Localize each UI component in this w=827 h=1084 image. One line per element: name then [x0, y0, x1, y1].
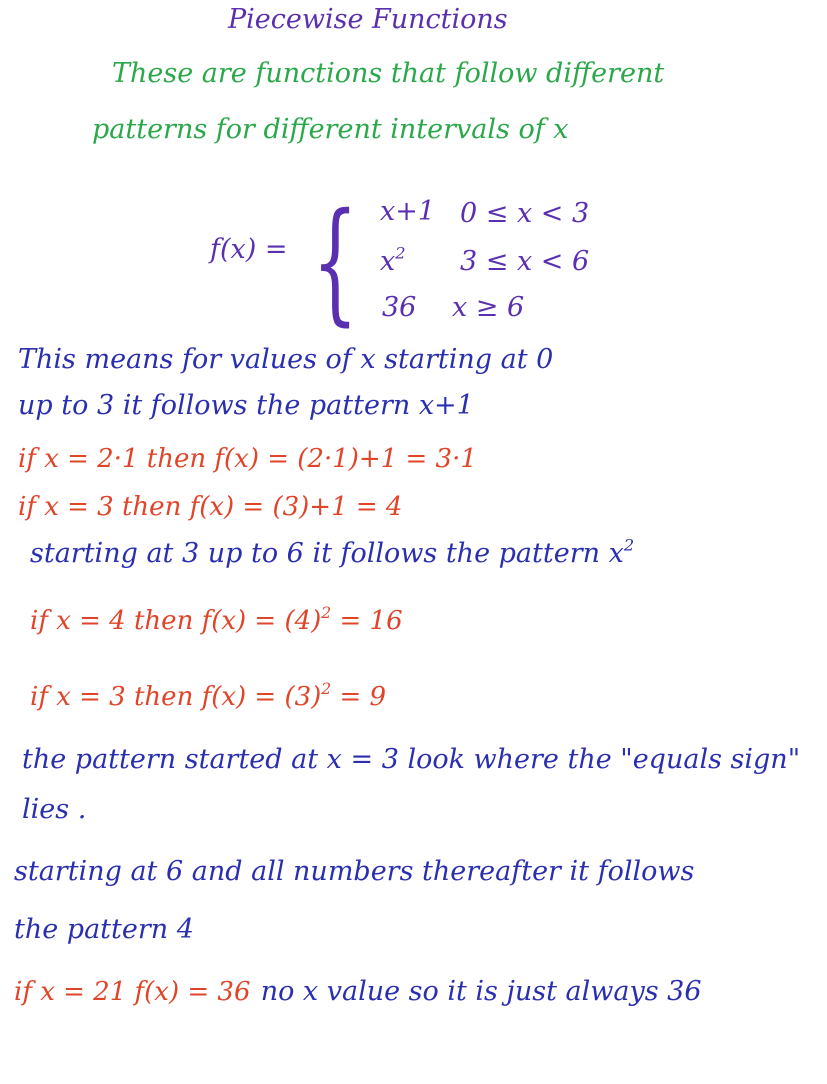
para-1-line-2: up to 3 it follows the pattern x+1 [18, 390, 474, 421]
example-5 [14, 978, 702, 1005]
para-1-line-1: This means for values of x starting at 0 [18, 344, 554, 375]
page-title: Piecewise Functions [228, 4, 508, 35]
para-3-line-2: lies . [22, 794, 87, 825]
example-3: if x = 4 then $f(x) = (4)^2 = 16$ [30, 604, 403, 636]
example-5-red: if x = 21 f(x) = 36 [14, 977, 251, 1007]
para-4-line-2: the pattern 4 [14, 914, 194, 945]
case-3-expr: 36 [382, 292, 417, 323]
case-2-condition: 3 ≤ x < 6 [460, 246, 590, 277]
example-1: if x = 2·1 then f(x) = (2·1)+1 = 3·1 [18, 444, 477, 474]
left-brace: { [312, 185, 359, 339]
intro-line-1: These are functions that follow different [112, 58, 665, 89]
function-lhs: f(x) = [210, 234, 288, 265]
example-2: if x = 3 then f(x) = (3)+1 = 4 [18, 492, 403, 522]
para-2-line-1: starting at 3 up to 6 it follows the pattern $x^2$ [30, 535, 635, 569]
case-1-condition: 0 ≤ x < 3 [460, 198, 590, 229]
intro-line-2: patterns for different intervals of x [92, 114, 569, 145]
para-4-line-1: starting at 6 and all numbers thereafter it follows [14, 856, 695, 887]
para-3-line-1: the pattern started at x = 3 look where the "equals sign" [22, 744, 801, 775]
example-4: if x = 3 then $f(x) = (3)^2 = 9$ [30, 680, 387, 712]
case-3-condition: x ≥ 6 [452, 292, 525, 323]
case-1-expr: x+1 [380, 196, 436, 227]
example-5-blue: no x value so it is just always 36 [260, 976, 702, 1007]
case-2-expr: $x^2$ [380, 243, 406, 277]
